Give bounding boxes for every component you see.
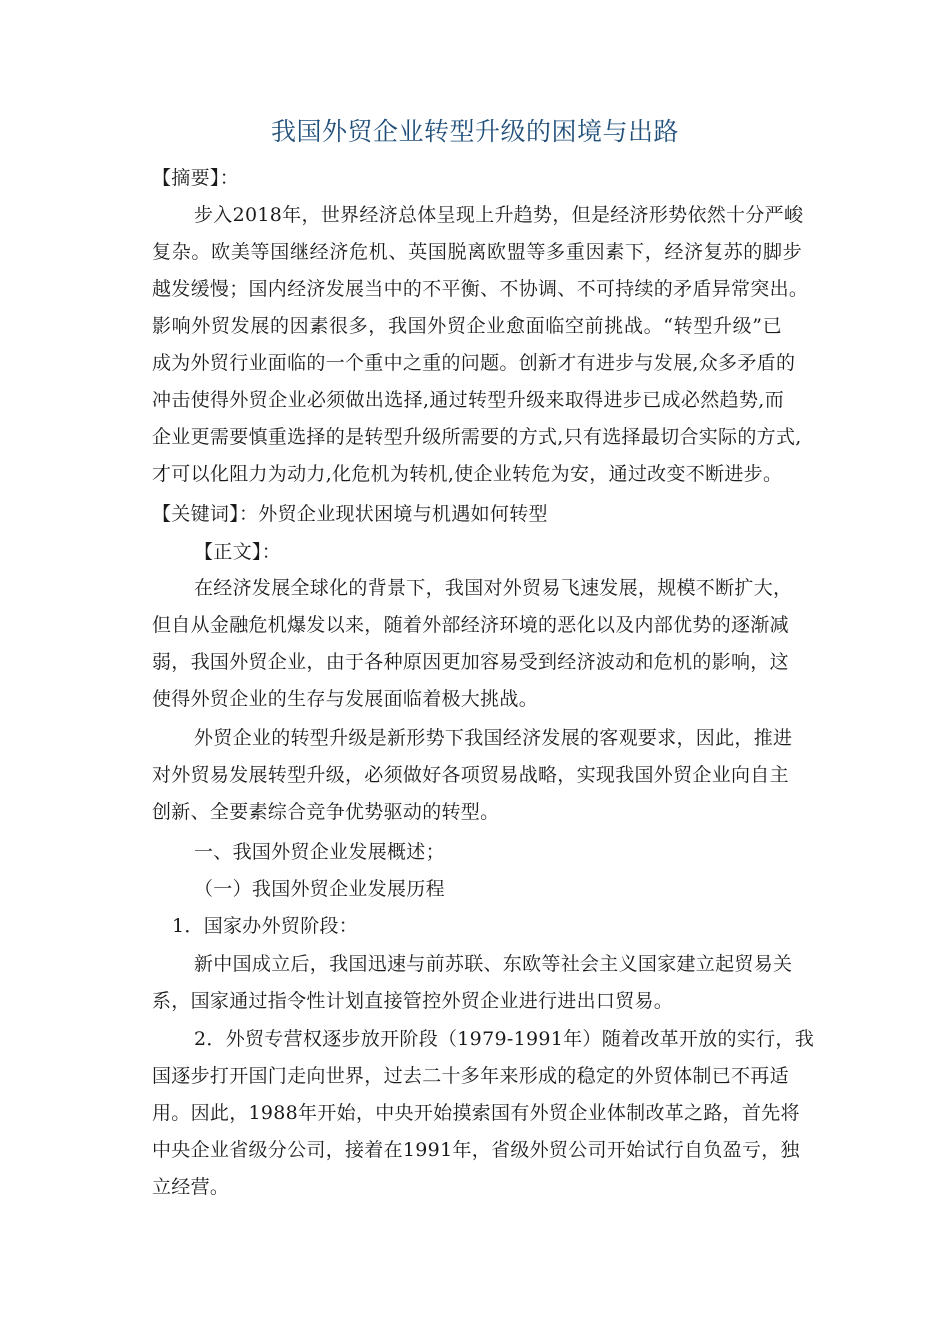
document-title: 我国外贸企业转型升级的困境与出路	[270, 117, 679, 146]
paragraph-line: 外贸企业的转型升级是新形势下我国经济发展的客观要求，因此，推进	[194, 727, 793, 749]
paragraph-line: 但自从金融危机爆发以来，随着外部经济环境的恶化以及内部优势的逐渐减	[152, 614, 789, 636]
paragraph-line: 创新、全要素综合竞争优势驱动的转型。	[152, 801, 500, 823]
abstract-line: 影响外贸发展的因素很多，我国外贸企业愈面临空前挑战。“转型升级”已	[152, 315, 782, 337]
abstract-line: 成为外贸行业面临的一个重中之重的问题。创新才有进步与发展,众多矛盾的	[152, 352, 796, 374]
abstract-line: 才可以化阻力为动力,化危机为转机,使企业转危为安，通过改变不断进步。	[152, 463, 783, 485]
paragraph-line: 在经济发展全球化的背景下，我国对外贸易飞速发展，规模不断扩大，	[194, 577, 793, 599]
paragraph-line: 对外贸易发展转型升级，必须做好各项贸易战略，实现我国外贸企业向自主	[152, 764, 789, 786]
keywords-line: 【关键词】：外贸企业现状困境与机遇如何转型	[152, 503, 548, 525]
abstract-heading: 【摘要】：	[152, 167, 240, 189]
paragraph-line: 2．外贸专营权逐步放开阶段（1979-1991年）随着改革开放的实行，我	[194, 1028, 815, 1050]
paragraph-line: 系，国家通过指令性计划直接管控外贸企业进行进出口贸易。	[152, 990, 674, 1012]
subsection-heading: （一）我国外贸企业发展历程	[194, 878, 445, 900]
section-heading: 一、我国外贸企业发展概述；	[194, 841, 445, 863]
item-heading: 1．国家办外贸阶段：	[172, 915, 359, 937]
abstract-line: 步入2018年，世界经济总体呈现上升趋势，但是经济形势依然十分严峻	[194, 204, 804, 226]
paragraph-line: 立经营。	[152, 1176, 230, 1198]
abstract-line: 企业更需要慎重选择的是转型升级所需要的方式,只有选择最切合实际的方式,	[152, 426, 802, 448]
paragraph-line: 弱，我国外贸企业，由于各种原因更加容易受到经济波动和危机的影响，这	[152, 651, 789, 673]
paragraph-line: 用。因此，1988年开始，中央开始摸索国有外贸企业体制改革之路，首先将	[152, 1102, 800, 1124]
abstract-line: 越发缓慢；国内经济发展当中的不平衡、不协调、不可持续的矛盾异常突出。	[152, 278, 809, 300]
body-heading: 【正文】：	[194, 541, 282, 563]
paragraph-line: 使得外贸企业的生存与发展面临着极大挑战。	[152, 688, 539, 710]
paragraph-line: 中央企业省级分公司，接着在1991年，省级外贸公司开始试行自负盈亏，独	[152, 1139, 800, 1161]
paragraph-line: 新中国成立后，我国迅速与前苏联、东欧等社会主义国家建立起贸易关	[194, 953, 793, 975]
abstract-line: 冲击使得外贸企业必须做出选择,通过转型升级来取得进步已成必然趋势,而	[152, 389, 784, 411]
paragraph-line: 国逐步打开国门走向世界，过去二十多年来形成的稳定的外贸体制已不再适	[152, 1065, 789, 1087]
abstract-line: 复杂。欧美等国继经济危机、英国脱离欧盟等多重因素下，经济复苏的脚步	[152, 241, 802, 263]
